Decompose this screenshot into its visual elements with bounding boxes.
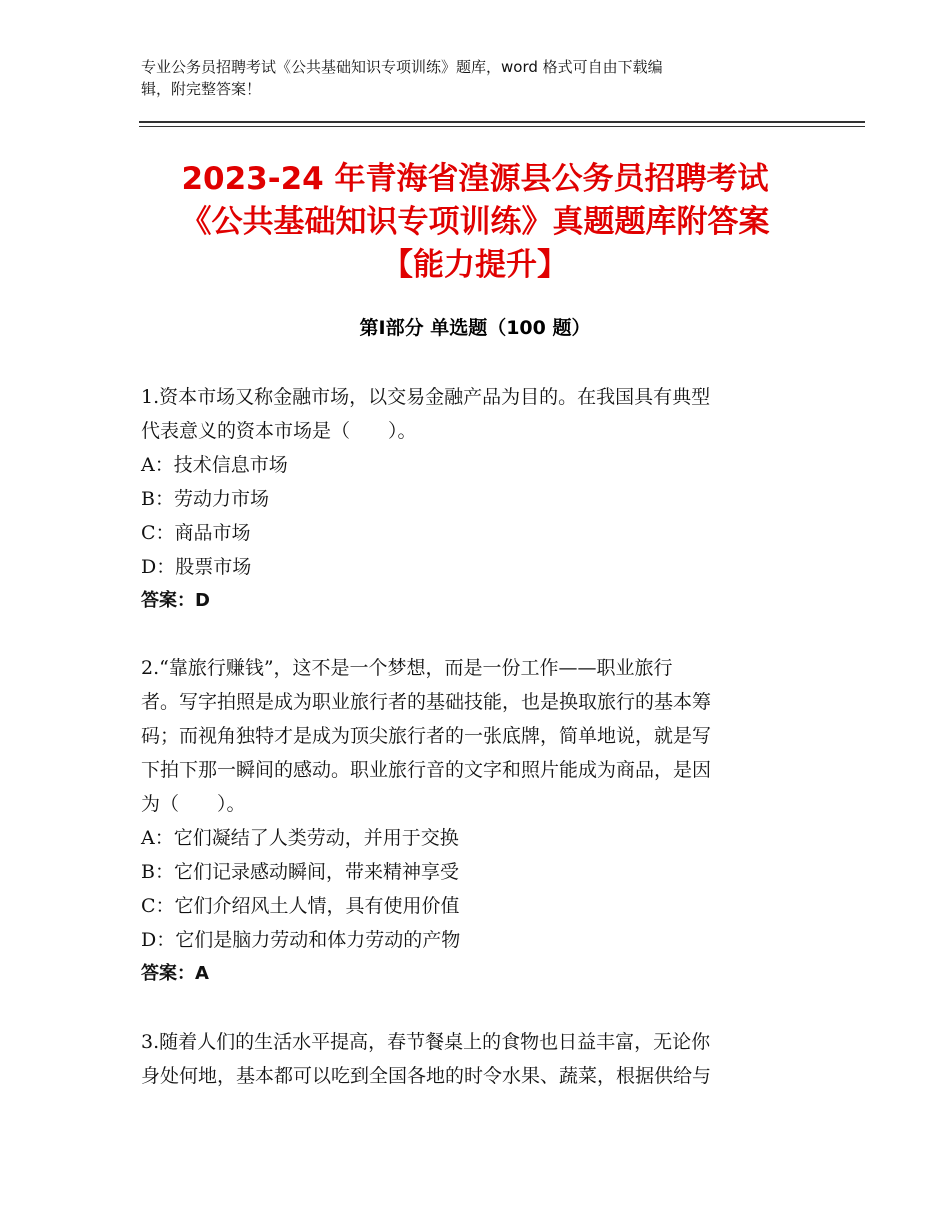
question-stem-line: 者。写字拍照是成为职业旅行者的基础技能，也是换取旅行的基本筹 (141, 691, 712, 713)
question-stem-line: 1.资本市场又称金融市场，以交易金融产品为目的。在我国具有典型 (141, 386, 711, 408)
question-stem-line: 2.“靠旅行赚钱”，这不是一个梦想，而是一份工作——职业旅行 (141, 657, 673, 679)
question-stem-line: 码；而视角独特才是成为顶尖旅行者的一张底牌，简单地说，就是写 (141, 725, 712, 747)
question-stem-line: 身处何地，基本都可以吃到全国各地的时令水果、蔬菜，根据供给与 (141, 1065, 712, 1087)
question-1 (141, 380, 801, 618)
title-line: 2023-24 年青海省湟源县公务员招聘考试 (181, 161, 769, 197)
document-title (130, 158, 820, 287)
title-line: 《公共基础知识专项训练》真题题库附答案 (180, 204, 770, 240)
option-a: A：它们凝结了人类劳动，并用于交换 (141, 827, 459, 849)
option-d: D：股票市场 (141, 556, 252, 578)
question-stem-line: 3.随着人们的生活水平提高，春节餐桌上的食物也日益丰富，无论你 (141, 1031, 711, 1053)
option-b: B：劳动力市场 (141, 488, 269, 510)
option-b: B：它们记录感动瞬间，带来精神享受 (141, 861, 459, 883)
option-d: D：它们是脑力劳动和体力劳动的产物 (141, 929, 461, 951)
question-stem-line: 为（ ）。 (141, 793, 246, 815)
section-heading: 第Ⅰ部分 单选题（100 题） (359, 317, 591, 339)
answer: 答案：D (141, 590, 210, 611)
option-c: C：它们介绍风土人情，具有使用价值 (141, 895, 460, 917)
title-line: 【能力提升】 (382, 247, 568, 283)
answer: 答案：A (141, 963, 209, 984)
question-stem-line: 下拍下那一瞬间的感动。职业旅行音的文字和照片能成为商品，是因 (141, 759, 712, 781)
header-rule-thin (139, 126, 865, 127)
question-2 (141, 651, 801, 991)
header-rule-thick (139, 121, 865, 123)
header-note-line: 专业公务员招聘考试《公共基础知识专项训练》题库，word 格式可自由下载编 (141, 58, 663, 76)
header-note-line: 辑，附完整答案！ (141, 80, 262, 98)
question-stem-line: 代表意义的资本市场是（ ）。 (141, 420, 417, 442)
question-3 (141, 1025, 801, 1093)
header-note (141, 56, 801, 100)
option-c: C：商品市场 (141, 522, 251, 544)
option-a: A：技术信息市场 (141, 454, 288, 476)
